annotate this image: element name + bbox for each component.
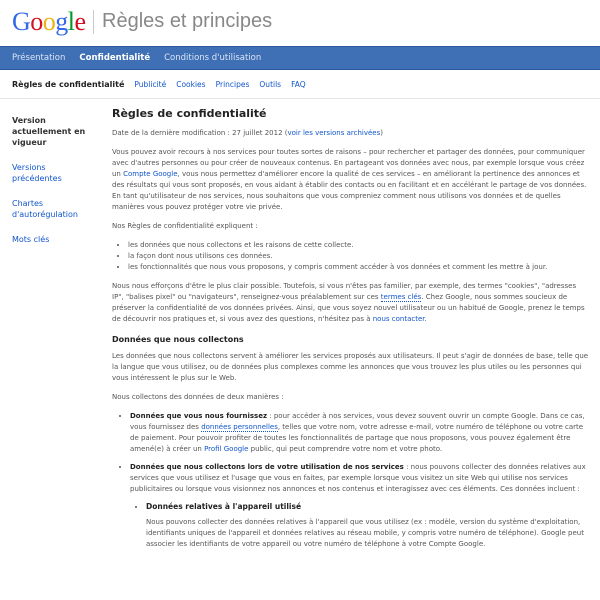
subnav-outils[interactable]: Outils [259,79,282,89]
item-text: , telles que votre nom, votre adresse e-mail, votre numéro de téléphone ou votre carte de paiement. Pour pouvoir profiter de toutes les fonctionnalités de partage que nous proposons, vous pouvez également être amené(e) à créer un [130,423,584,453]
usage-data-sublist [130,501,590,550]
item-text: : nous pouvons collecter des données relatives aux services que vous utilisez et l'usage que vous en faites, par exemple lorsque vous visitez un site Web qui utilise nos services publicitaires ou lorsque vous visionnez nos annonces et nos contenus et interagissez avec ces éléments. Ces données incluent : [130,463,586,493]
effort-text-2: . Chez Google, nous sommes soucieux de préserver la confidentialité de vos données privées. Ainsi, que vous soyez nouvel utilisateur ou un habitué de Google, prenez le temps de découvrir nos pratiques et, si vous avez des questions, n'hésitez pas à [112,293,585,323]
list-item: • les fonctionnalités que nous vous proposons, y compris comment accéder à vos données et comment les mettre à jour. [128,262,590,273]
item-heading: Données que vous nous fournissez [130,412,268,420]
explain-list [112,240,590,273]
logo-letter: l [67,7,75,36]
sidebar-item-self-regulation[interactable]: Chartes d'autorégulation [12,199,78,219]
logo-letter: g [55,7,68,36]
sidebar-item-current-version: Version actuellement en vigueur [12,116,86,147]
logo-letter: e [74,7,86,36]
effort-text-3: . [424,315,427,323]
logo-letter: o [42,7,56,36]
sidebar-item-previous-versions[interactable]: Versions précédentes [12,163,62,183]
sidebar-item-keywords[interactable]: Mots clés [12,235,50,244]
page-header [0,0,600,46]
nav-confidentialite[interactable]: Confidentialité [79,53,151,63]
nav-conditions[interactable]: Conditions d'utilisation [164,53,262,63]
section-paragraph: Les données que nous collectons servent à améliorer les services proposés aux utilisateurs. Il peut s'agir de données de base, telle que la langue que vous utilisez, ou de données plus complexes comme les annonces que vous trouvez les plus utiles ou les personnes qui vous intéressent le plus sur le Web. [112,352,589,382]
item-text: public, qui peut comprendre votre nom et votre photo. [248,445,443,453]
sub-navigation [0,70,600,99]
nav-presentation[interactable]: Présentation [12,53,66,63]
key-terms-link[interactable]: termes clés [380,293,422,301]
effort-text-1: Nous nous efforçons d'être le plus clair possible. Toutefois, si vous n'êtes pas familier, par exemple, des termes "cookies", "adresses IP", "balises pixel" ou "navigateurs", renseignez-vous préalablement sur ces [112,282,577,301]
last-modified-suffix: ) [380,129,383,137]
personal-data-link[interactable]: données personnelles [201,423,278,431]
subnav-principes[interactable]: Principes [215,79,250,89]
subitem-text: Nous pouvons collecter des données relatives à l'appareil que vous utilisez (ex : modèle, version du système d'exploitation, identifiants uniques de l'appareil et données relatives au réseau mobile, y compris votre numéro de téléphone). Google peut associer les identifiants de votre appareil ou votre numéro de téléphone à votre Compte Google. [146,518,584,548]
main-content [112,108,590,558]
subitem-heading: • Données relatives à l'appareil utilisé [146,502,302,511]
collection-methods-list [112,411,590,550]
intro-text-2: , vous nous permettez d'améliorer encore la qualité de ces services – en améliorant la pertinence des annonces et des résultats qui vous sont proposés, en vous aidant à établir des contacts ou en facilitant et en accélérant le partage de vos données. En tant qu'utilisateur de nos services, nous souhaitons que vous compreniez comment nous utilisons vos données et de quelles manières vous pouvez protéger votre vie privée. [112,170,587,211]
subnav-publicite[interactable]: Publicité [134,79,167,89]
archived-versions-link[interactable]: voir les versions archivées [287,129,381,137]
top-navigation [0,46,600,70]
contact-us-link[interactable]: nous contacter [372,315,425,323]
effort-paragraph [112,281,590,325]
logo-letter: o [30,7,43,36]
subnav-faq[interactable]: FAQ [291,79,306,89]
google-profile-link[interactable]: Profil Google [204,445,249,453]
section-paragraph: Nous collectons des données de deux manières : [112,393,284,401]
list-item-device-data [146,501,590,550]
google-account-link[interactable]: Compte Google [123,170,178,178]
item-heading: Données que nous collectons lors de votre utilisation de nos services [130,463,404,471]
logo-letter: G [12,7,31,36]
section-title: Règles et principes [102,10,273,32]
sidebar [12,115,92,259]
intro-paragraph [112,147,590,213]
list-item: • les données que nous collectons et les raisons de cette collecte. [128,240,590,251]
subnav-current-regles: Règles de confidentialité [12,79,125,89]
list-item: • la façon dont nous utilisons ces données. [128,251,590,262]
last-modified [112,128,590,139]
explain-intro: Nos Règles de confidentialité expliquent : [112,222,258,230]
page-title: Règles de confidentialité [112,107,267,120]
list-item-usage-data [130,462,590,550]
header-divider [93,10,94,34]
google-logo[interactable] [12,7,86,37]
list-item-provided-data [130,411,590,455]
subnav-cookies[interactable]: Cookies [176,79,206,89]
section-heading-data-collected: Données que nous collectons [112,335,244,344]
last-modified-text: Date de la dernière modification : 27 juillet 2012 ( [112,129,288,137]
item-text: : pour accéder à nos services, vous devez souvent ouvrir un compte Google. Dans ce cas, vous fournissez des [130,412,585,431]
intro-text-1: Vous pouvez avoir recours à nos services pour toutes sortes de raisons – pour rechercher et partager des données, pour communiquer avec d'autres personnes ou pour créer de nouveaux contenus. En partageant vos données avec nous, par exemple lorsque vous créez un [112,148,585,178]
